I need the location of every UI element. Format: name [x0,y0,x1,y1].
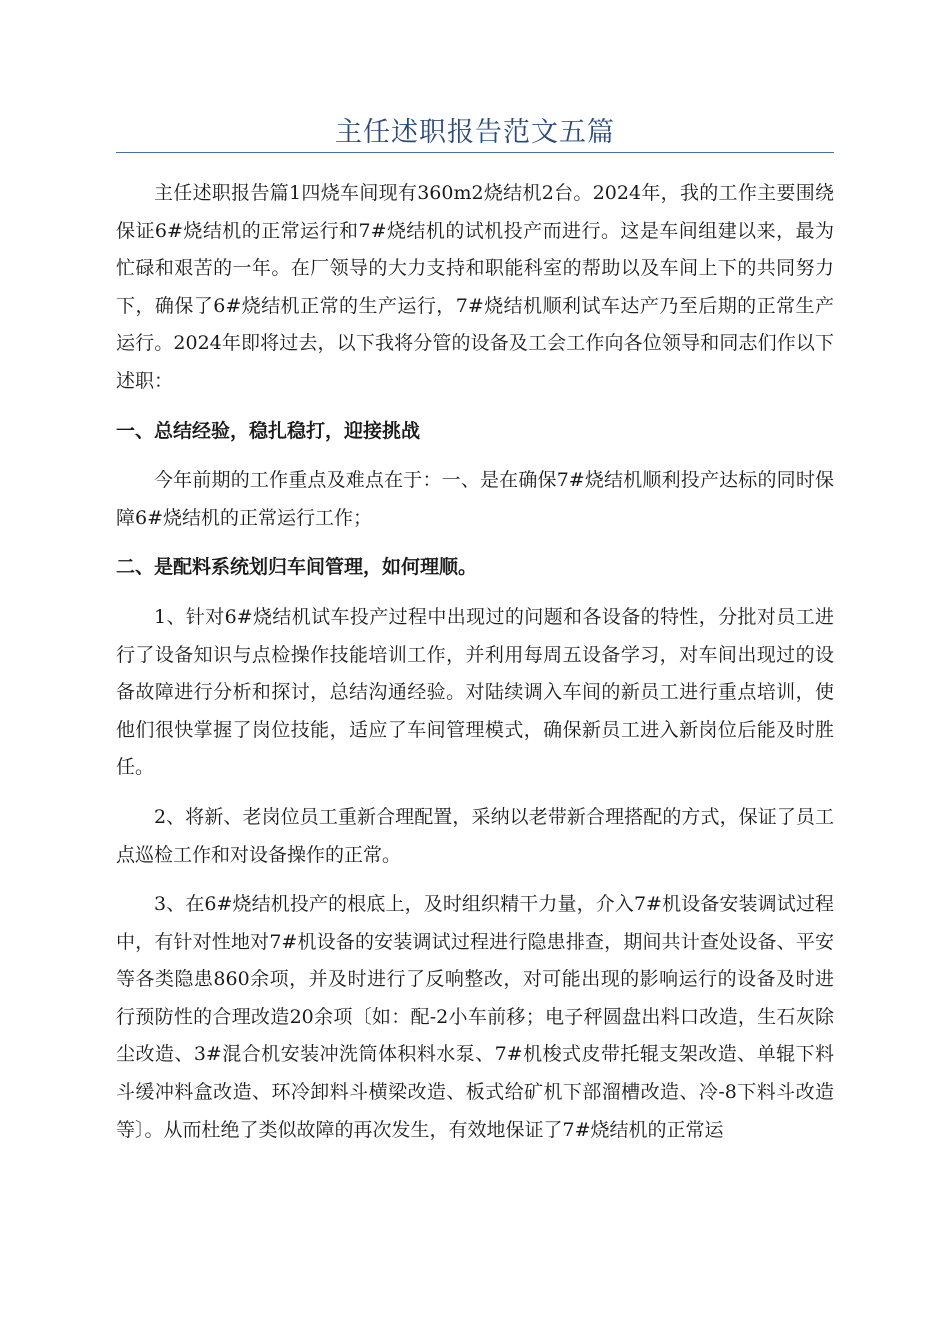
section-heading-1: 一、总结经验，稳扎稳打，迎接挑战 [116,419,421,442]
list-item-1: 1、针对6#烧结机试车投产过程中出现过的问题和各设备的特性，分批对员工进行了设备知识与点检操作技能培训工作，并利用每周五设备学习，对车间出现过的设备故障进行分析和探讨，总结沟通经验。对陆续调入车间的新员工进行重点培训，使他们很快掌握了岗位技能，适应了车间管理模式，确保新员工进入新岗位后能及时胜任。 [116,605,834,779]
document-page [116,0,834,1149]
list-item-3: 3、在6#烧结机投产的根底上，及时组织精干力量，介入7#机设备安装调试过程中，有针对性地对7#机设备的安装调试过程进行隐患排查，期间共计查处设备、平安等各类隐患860余项，并及时进行了反响整改，对可能出现的影响运行的设备及时进行预防性的合理改造20余项〔如：配-2小车前移；电子秤圆盘出料口改造，生石灰除尘改造、3#混合机安装冲洗筒体积料水泵、7#机梭式皮带托辊支架改造、单辊下料斗缓冲料盒改造、环冷卸料斗横梁改造、板式给矿机下部溜槽改造、冷-8下料斗改造等〕。从而杜绝了类似故障的再次发生，有效地保证了7#烧结机的正常运 [116,893,834,1141]
list-item-2: 2、将新、老岗位员工重新合理配置，采纳以老带新合理搭配的方式，保证了员工点巡检工作和对设备操作的正常。 [116,805,834,866]
section-heading-2: 二、是配料系统划归车间管理，如何理顺。 [116,556,478,579]
intro-paragraph: 主任述职报告篇1四烧车间现有360m2烧结机2台。2024年，我的工作主要围绕保证6#烧结机的正常运行和7#烧结机的试机投产而进行。这是车间组建以来，最为忙碌和艰苦的一年。在厂领导的大力支持和职能科室的帮助以及车间上下的共同努力下，确保了6#烧结机正常的生产运行，7#烧结机顺利试车达产乃至后期的正常生产运行。2024年即将过去，以下我将分管的设备及工会工作向各位领导和同志们作以下述职： [116,182,834,392]
paragraph-focus: 今年前期的工作重点及难点在于：一、是在确保7#烧结机顺利投产达标的同时保障6#烧结机的正常运行工作； [116,469,834,529]
title-underline [116,152,834,153]
document-title: 主任述职报告范文五篇 [335,117,615,148]
